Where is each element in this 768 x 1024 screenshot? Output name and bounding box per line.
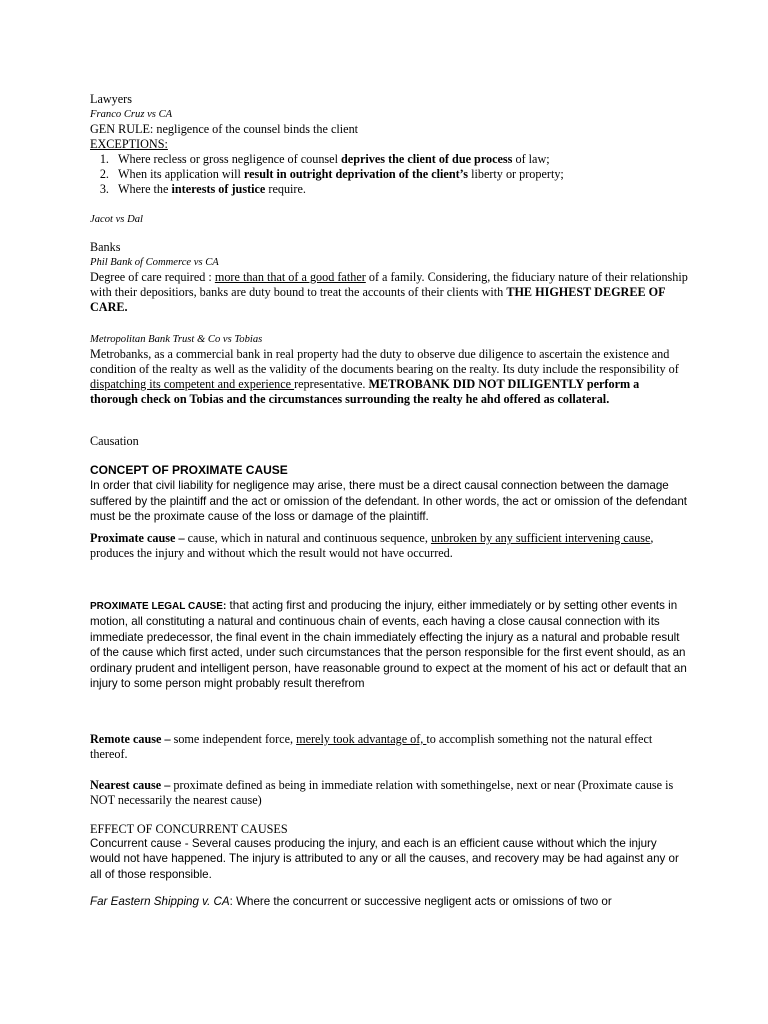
concurrent-causes-body: Concurrent cause - Several causes producing the injury, and each is an efficient cause without which the injury would not have happened. The injury is attributed to any or all the causes, and recovery may be had against any or all of those responsible. [90,837,679,881]
case-metrobank: Metropolitan Bank Trust & Co vs Tobias [90,334,263,345]
list-item: 2. When its application will result in outright deprivation of the client’s liberty or property; [112,167,690,182]
proximate-legal-cause: PROXIMATE LEGAL CAUSE: that acting first and producing the injury, either immediately or by setting other events in motion, all constituting a natural and continuous chain of events, each having a close causal connection with its immediate predecessor, the final event in the chain immediately effecting the injury as a natural and probable result of the cause which first acted, under such circumstances that the person responsible for the first event should, as an ordinary prudent and intelligent person, have reasonable ground to expect at the moment of his act or default that an injury to some person might probably result therefrom [90,599,687,691]
list-item: 3. Where the interests of justice require. [112,182,690,197]
causation-heading: Causation [90,434,139,448]
gen-rule: GEN RULE: negligence of the counsel binds the client [90,122,359,136]
case-jacot-vs-dal: Jacot vs Dal [90,214,143,225]
concept-section [90,463,690,525]
exceptions-label: EXCEPTIONS: [90,137,168,151]
concept-title: CONCEPT OF PROXIMATE CAUSE [90,463,288,477]
concurrent-causes-title: EFFECT OF CONCURRENT CAUSES [90,822,288,836]
nearest-cause-definition: Nearest cause – proximate defined as being in immediate relation with somethingelse, next or near (Proximate cause is NOT necessarily the nearest cause) [90,778,674,807]
case-phil-bank: Phil Bank of Commerce vs CA [90,257,219,268]
banks-paragraph-1: Degree of care required : more than that of a good father of a family. Considering, the fiduciary nature of their relationship with their depositiors, banks are duty bound to treat the accounts of their clients with THE HIGHEST DEGREE OF CARE. [90,270,688,314]
case-franco-cruz: Franco Cruz vs CA [90,109,173,120]
lawyers-section [90,92,690,197]
remote-cause-definition: Remote cause – some independent force, merely took advantage of, to accomplish something not the natural effect thereof. [90,732,653,761]
banks-heading: Banks [90,240,121,254]
list-item: 1. Where recless or gross negligence of counsel deprives the client of due process of law; [112,152,690,167]
exceptions-list [90,152,690,197]
banks-paragraph-2: Metrobanks, as a commercial bank in real property had the duty to observe due diligence to ascertain the existence and condition of the realty as well as the validity of the documents bearing on the realty. Its duty include the responsibility of dispatching its competent and experience representative. METROBANK DID NOT DILIGENTLY perform a thorough check on Tobias and the circumstances surrounding the realty he ahd offered as collateral. [90,347,679,406]
metrobank-section [90,332,690,407]
concept-body: In order that civil liability for negligence may arise, there must be a direct causal connection between the damage suffered by the plaintiff and the act or omission of the defendant. In other words, the act or omission of the defendant must be the proximate cause of the loss or damage of the plaintiff. [90,479,688,524]
far-eastern-shipping: Far Eastern Shipping v. CA: Where the concurrent or successive negligent acts or omissions of two or [90,895,612,908]
lawyers-heading: Lawyers [90,92,132,106]
banks-section [90,240,690,315]
proximate-cause-definition: Proximate cause – cause, which in natural and continuous sequence, unbroken by any sufficient intervening cause, produces the injury and without which the result would not have occurred. [90,531,654,560]
